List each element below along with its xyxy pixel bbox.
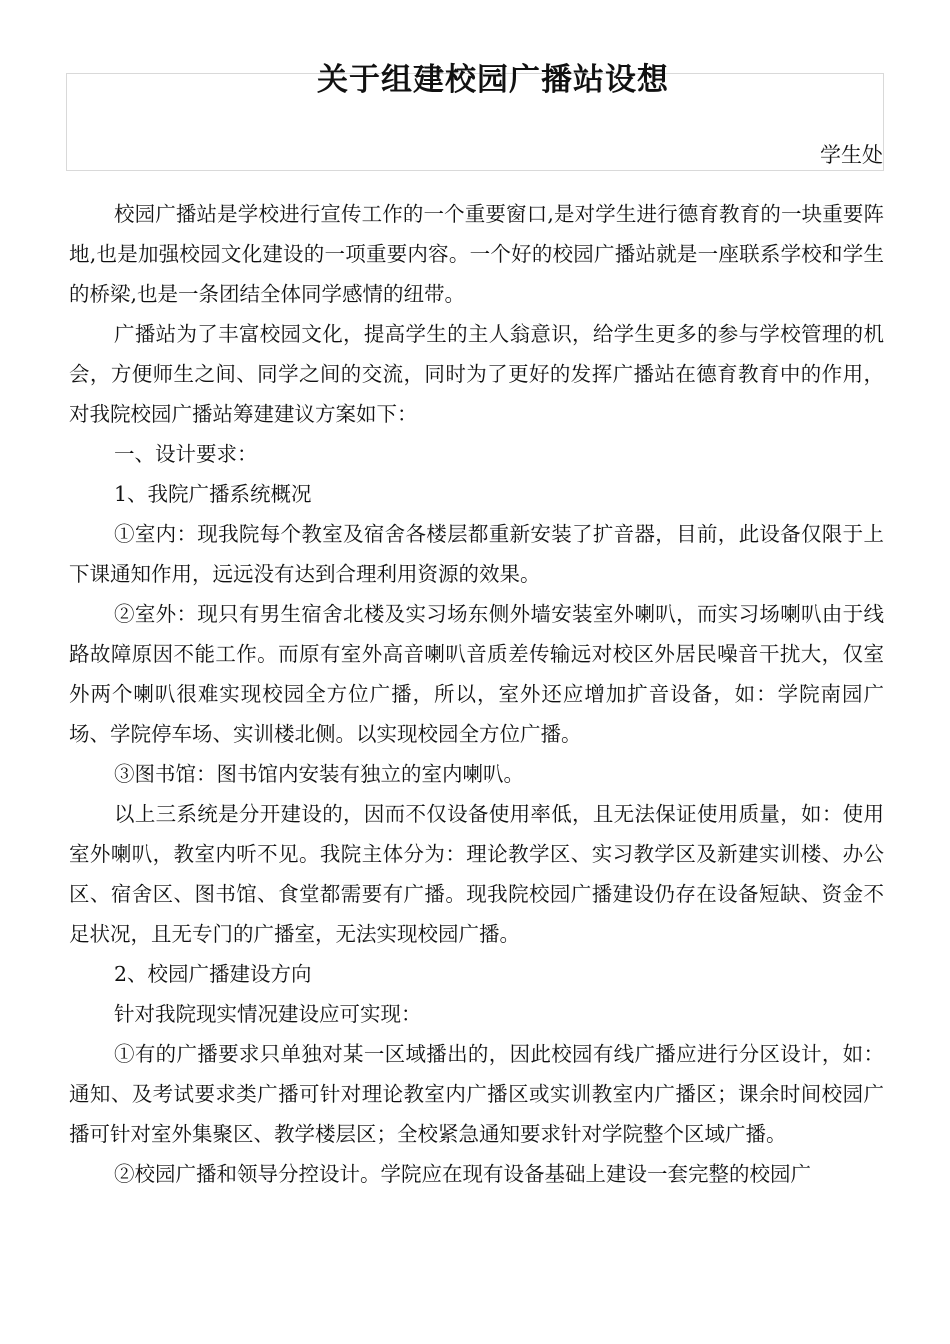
subsection-heading: 2、校园广播建设方向 xyxy=(114,962,312,986)
section-heading: 一、设计要求： xyxy=(114,442,258,466)
document-title: 关于组建校园广播站设想 xyxy=(317,62,669,98)
paragraph: ①有的广播要求只单独对某一区域播出的，因此校园有线广播应进行分区设计，如：通知、及考试要求类广播可针对理论教室内广播区或实训教室内广播区；课余时间校园广播可针对室外集聚区、教学楼层区；全校紧急通知要求针对学院整个区域广播。 xyxy=(69,1042,884,1146)
paragraph: ③图书馆：图书馆内安装有独立的室内喇叭。 xyxy=(114,762,524,786)
paragraph: ①室内：现我院每个教室及宿舍各楼层都重新安装了扩音器，目前，此设备仅限于上下课通知作用，远远没有达到合理利用资源的效果。 xyxy=(69,522,884,586)
paragraph: 以上三系统是分开建设的，因而不仅设备使用率低，且无法保证使用质量，如：使用室外喇叭，教室内听不见。我院主体分为：理论教学区、实习教学区及新建实训楼、办公区、宿舍区、图书馆、食堂都需要有广播。现我院校园广播建设仍存在设备短缺、资金不足状况，且无专门的广播室，无法实现校园广播。 xyxy=(69,802,884,946)
department-label: 学生处 xyxy=(820,143,883,167)
paragraph: 广播站为了丰富校园文化，提高学生的主人翁意识，给学生更多的参与学校管理的机会，方便师生之间、同学之间的交流，同时为了更好的发挥广播站在德育教育中的作用，对我院校园广播站筹建建议方案如下： xyxy=(69,322,884,426)
paragraph: 校园广播站是学校进行宣传工作的一个重要窗口,是对学生进行德育教育的一块重要阵地,也是加强校园文化建设的一项重要内容。一个好的校园广播站就是一座联系学校和学生的桥梁,也是一条团结全体同学感情的纽带。 xyxy=(69,202,884,306)
document-body xyxy=(69,194,884,1194)
paragraph: ②校园广播和领导分控设计。学院应在现有设备基础上建设一套完整的校园广 xyxy=(114,1162,811,1186)
paragraph: 针对我院现实情况建设应可实现： xyxy=(114,1002,422,1026)
subsection-heading: 1、我院广播系统概况 xyxy=(114,482,312,506)
paragraph: ②室外：现只有男生宿舍北楼及实习场东侧外墙安装室外喇叭，而实习场喇叭由于线路故障原因不能工作。而原有室外高音喇叭音质差传输远对校区外居民噪音干扰大，仅室外两个喇叭很难实现校园全方位广播，所以，室外还应增加扩音设备，如：学院南园广场、学院停车场、实训楼北侧。以实现校园全方位广播。 xyxy=(69,602,884,746)
